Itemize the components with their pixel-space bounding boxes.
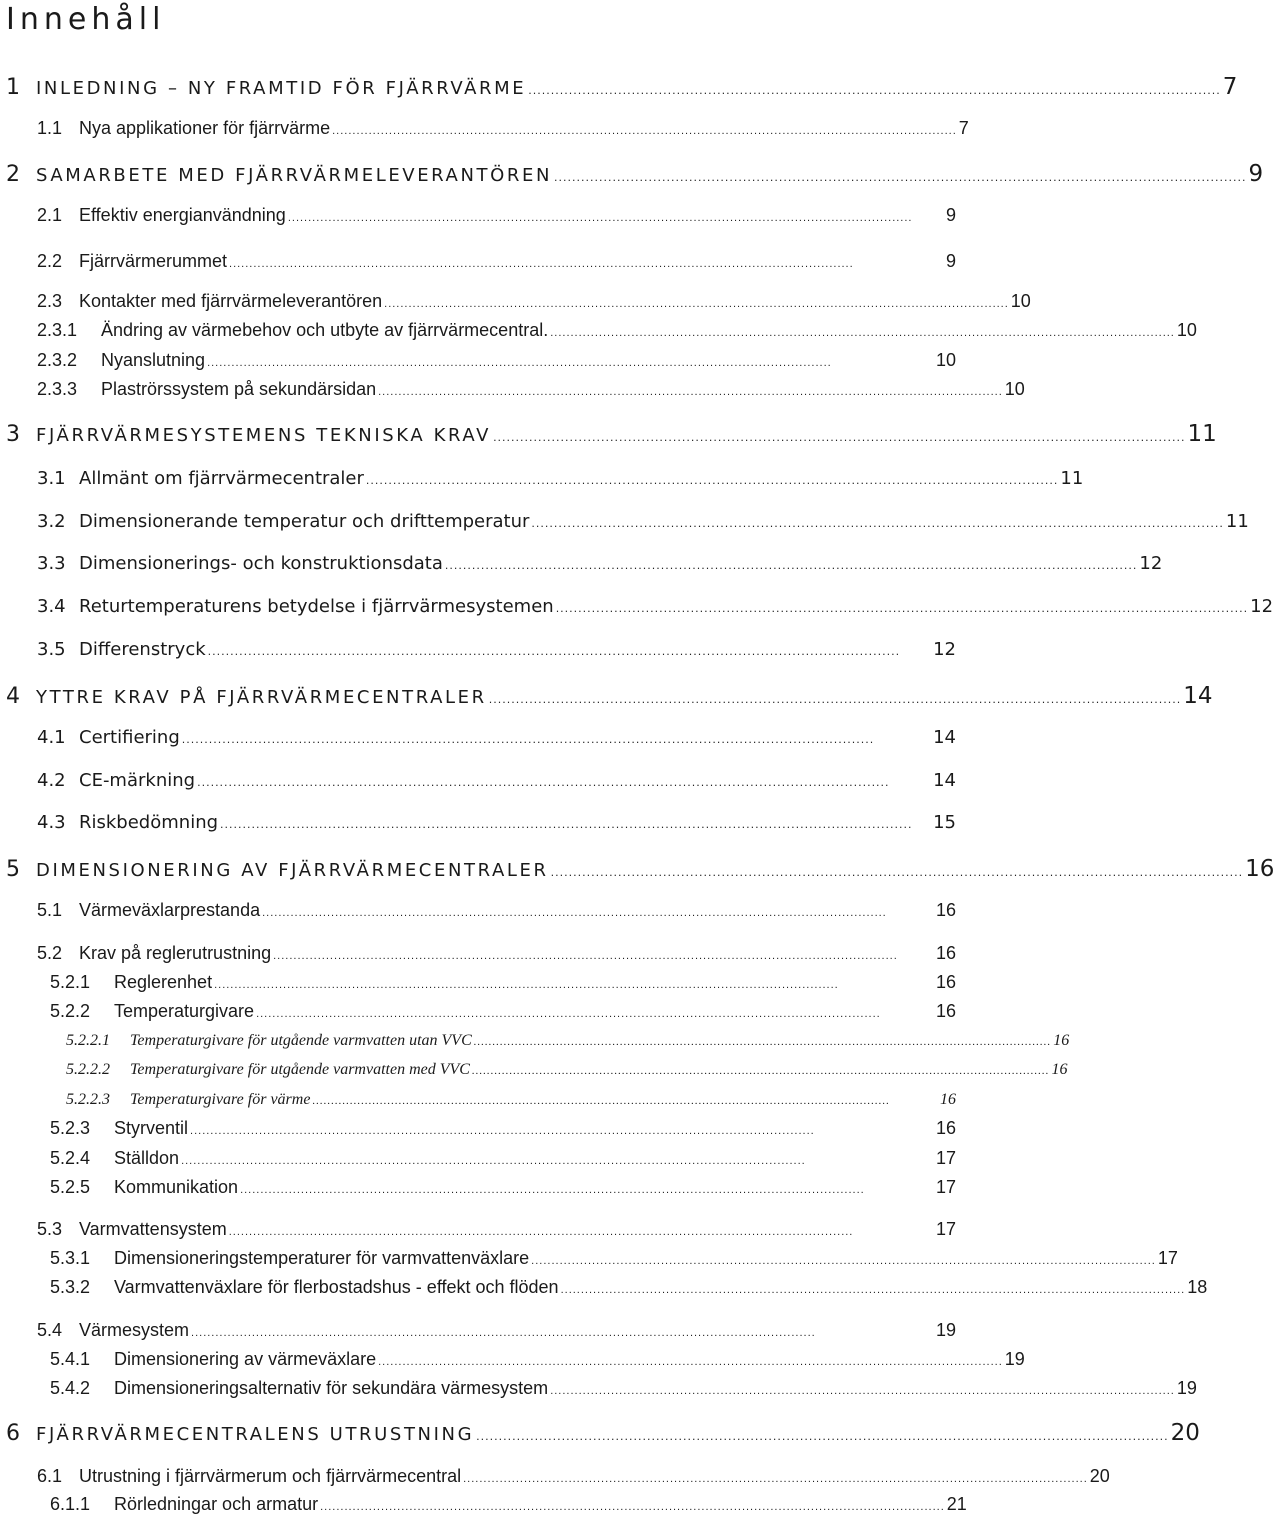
dot-leader: .......................................................................................................................................................... bbox=[554, 171, 1247, 184]
dot-leader: .......................................................................................................................................................... bbox=[531, 517, 1224, 530]
toc-entry-label: CE-märkning bbox=[79, 770, 196, 791]
dot-leader: .......................................................................................................................................................... bbox=[240, 1184, 865, 1196]
dot-leader: .......................................................................................................................................................... bbox=[463, 1473, 1088, 1485]
toc-entry-section-3-3[interactable] bbox=[37, 553, 1163, 574]
toc-entry-section-3-1[interactable] bbox=[37, 468, 1084, 489]
toc-entry-number: 2 bbox=[6, 162, 20, 187]
dot-leader: .......................................................................................................................................................... bbox=[378, 386, 1003, 398]
toc-entry-label: Kontakter med fjärrvärmeleverantören bbox=[79, 291, 383, 311]
toc-entry-section-2-1[interactable] bbox=[37, 205, 956, 226]
toc-entry-number: 6.1 bbox=[37, 1466, 63, 1486]
toc-entry-number: 1 bbox=[6, 75, 20, 100]
dot-leader: .......................................................................................................................................................... bbox=[191, 1327, 816, 1339]
toc-entry-label: INLEDNING – NY FRAMTID FÖR FJÄRRVÄRME bbox=[36, 78, 527, 99]
toc-entry-label: YTTRE KRAV PÅ FJÄRRVÄRMECENTRALER bbox=[36, 687, 487, 708]
toc-entry-section-6-1[interactable] bbox=[37, 1466, 1110, 1487]
dot-leader: .......................................................................................................................................................... bbox=[444, 559, 1138, 572]
toc-entry-label: Dimensionering av värmeväxlare bbox=[114, 1349, 377, 1369]
dot-leader: .......................................................................................................................................................... bbox=[384, 298, 1009, 310]
toc-entry-page: 16 bbox=[1245, 856, 1274, 882]
toc-entry-subsection-6-1-1[interactable] bbox=[50, 1494, 967, 1515]
toc-entry-label: Värmesystem bbox=[79, 1320, 190, 1340]
toc-entry-number: 2.3 bbox=[37, 291, 63, 311]
toc-entry-number: 2.3.1 bbox=[37, 320, 78, 340]
dot-leader: .......................................................................................................................................................... bbox=[555, 602, 1249, 615]
dot-leader: .......................................................................................................................................................... bbox=[528, 84, 1221, 97]
toc-entry-number: 2.3.3 bbox=[37, 379, 78, 399]
toc-entry-subsection-5-2-5[interactable] bbox=[50, 1177, 956, 1198]
toc-entry-label: Nyanslutning bbox=[101, 350, 206, 370]
toc-entry-number: 3.4 bbox=[37, 596, 66, 617]
toc-entry-section-3-2[interactable] bbox=[37, 511, 1249, 532]
toc-entry-page: 18 bbox=[1187, 1277, 1208, 1297]
toc-entry-number: 3.2 bbox=[37, 511, 66, 532]
toc-entry-label: Rörledningar och armatur bbox=[114, 1494, 319, 1514]
toc-entry-subsubsection-5-2-2-3[interactable] bbox=[66, 1091, 956, 1109]
toc-entry-label: Riskbedömning bbox=[79, 812, 219, 833]
toc-entry-page: 20 bbox=[1089, 1466, 1110, 1486]
toc-entry-chapter-1[interactable] bbox=[6, 74, 1238, 100]
toc-entry-chapter-2[interactable] bbox=[6, 161, 1264, 187]
toc-entry-number: 5.2 bbox=[37, 943, 63, 963]
toc-entry-label: Ställdon bbox=[114, 1148, 180, 1168]
toc-entry-chapter-6[interactable] bbox=[6, 1420, 1200, 1446]
toc-entry-number: 3 bbox=[6, 422, 20, 447]
toc-entry-label: Värmeväxlarprestanda bbox=[79, 900, 261, 920]
toc-entry-number: 5.3.1 bbox=[50, 1248, 91, 1268]
toc-entry-page: 16 bbox=[935, 1001, 956, 1021]
toc-entry-page: 14 bbox=[1183, 683, 1213, 709]
toc-entry-label: FJÄRRVÄRMESYSTEMENS TEKNISKA KRAV bbox=[36, 425, 492, 446]
toc-entry-page: 9 bbox=[945, 205, 956, 225]
toc-entry-section-5-3[interactable] bbox=[37, 1219, 956, 1240]
toc-entry-number: 5.2.2 bbox=[50, 1001, 91, 1021]
toc-entry-section-2-2[interactable] bbox=[37, 251, 956, 272]
toc-entry-number: 5.4 bbox=[37, 1320, 63, 1340]
toc-entry-number: 5.2.3 bbox=[50, 1118, 91, 1138]
toc-entry-subsection-5-3-2[interactable] bbox=[50, 1277, 1208, 1298]
toc-entry-page: 7 bbox=[1222, 74, 1238, 100]
dot-leader: .......................................................................................................................................................... bbox=[207, 645, 901, 658]
toc-entry-chapter-3[interactable] bbox=[6, 421, 1217, 447]
toc-entry-number: 5.3 bbox=[37, 1219, 63, 1239]
toc-entry-page: 14 bbox=[933, 770, 956, 791]
toc-entry-label: Utrustning i fjärrvärmerum och fjärrvärmecentral bbox=[79, 1466, 462, 1486]
toc-entry-label: Dimensionerings- och konstruktionsdata bbox=[79, 553, 443, 574]
toc-entry-subsection-5-4-2[interactable] bbox=[50, 1378, 1197, 1399]
toc-entry-section-2-3[interactable] bbox=[37, 291, 1031, 312]
toc-entry-label: FJÄRRVÄRMECENTRALENS UTRUSTNING bbox=[36, 1424, 475, 1445]
toc-entry-page: 16 bbox=[935, 1118, 956, 1138]
toc-entry-subsection-5-2-4[interactable] bbox=[50, 1148, 956, 1169]
toc-entry-number: 4.1 bbox=[37, 727, 66, 748]
toc-entry-number: 2.1 bbox=[37, 205, 63, 225]
toc-entry-subsection-2-3-3[interactable] bbox=[37, 379, 1025, 400]
toc-entry-subsubsection-5-2-2-2[interactable] bbox=[66, 1061, 1068, 1079]
toc-entry-subsection-5-4-1[interactable] bbox=[50, 1349, 1025, 1370]
toc-entry-number: 5.2.2.2 bbox=[66, 1061, 110, 1078]
toc-entry-subsection-5-2-2[interactable] bbox=[50, 1001, 956, 1022]
toc-entry-label: Temperaturgivare bbox=[114, 1001, 255, 1021]
toc-entry-page: 19 bbox=[1176, 1378, 1197, 1398]
toc-entry-number: 6.1.1 bbox=[50, 1494, 91, 1514]
dot-leader: .......................................................................................................................................................... bbox=[471, 1065, 1050, 1077]
dot-leader: .......................................................................................................................................................... bbox=[256, 1008, 881, 1020]
dot-leader: .......................................................................................................................................................... bbox=[476, 1430, 1169, 1443]
toc-entry-label: Allmänt om fjärrvärmecentraler bbox=[79, 468, 364, 489]
toc-entry-number: 2.2 bbox=[37, 251, 63, 271]
toc-entry-number: 5.2.4 bbox=[50, 1148, 91, 1168]
toc-entry-label: Krav på reglerutrustning bbox=[79, 943, 272, 963]
toc-entry-page: 19 bbox=[1004, 1349, 1025, 1369]
toc-entry-number: 6 bbox=[6, 1421, 20, 1446]
toc-entry-page: 10 bbox=[1176, 320, 1197, 340]
toc-entry-label: DIMENSIONERING AV FJÄRRVÄRMECENTRALER bbox=[36, 860, 549, 881]
toc-entry-section-5-4[interactable] bbox=[37, 1320, 956, 1341]
toc-entry-page: 12 bbox=[1250, 596, 1274, 617]
toc-entry-section-5-2[interactable] bbox=[37, 943, 956, 964]
toc-entry-section-3-5[interactable] bbox=[37, 639, 956, 660]
dot-leader: .......................................................................................................................................................... bbox=[220, 818, 913, 831]
toc-entry-page: 20 bbox=[1170, 1420, 1200, 1446]
toc-entry-label: Temperaturgivare för värme bbox=[130, 1091, 311, 1108]
toc-entry-label: Ändring av värmebehov och utbyte av fjärrvärmecentral. bbox=[101, 320, 549, 340]
toc-entry-number: 3.1 bbox=[37, 468, 66, 489]
dot-leader: .......................................................................................................................................................... bbox=[207, 357, 832, 369]
toc-entry-number: 5.2.2.1 bbox=[66, 1032, 110, 1049]
toc-entry-page: 17 bbox=[1157, 1248, 1178, 1268]
toc-entry-page: 11 bbox=[1060, 468, 1084, 489]
toc-entry-page: 11 bbox=[1187, 421, 1217, 447]
toc-entry-label: Temperaturgivare för utgående varmvatten utan VVC bbox=[130, 1032, 472, 1049]
toc-entry-number: 5.2.1 bbox=[50, 972, 91, 992]
toc-entry-section-1-1[interactable] bbox=[37, 118, 969, 139]
toc-entry-number: 5.4.2 bbox=[50, 1378, 91, 1398]
toc-entry-subsection-2-3-2[interactable] bbox=[37, 350, 956, 371]
toc-entry-label: Varmvattenväxlare för flerbostadshus - effekt och flöden bbox=[114, 1277, 559, 1297]
dot-leader: .......................................................................................................................................................... bbox=[550, 327, 1175, 339]
dot-leader: .......................................................................................................................................................... bbox=[493, 431, 1186, 444]
toc-entry-page: 21 bbox=[946, 1494, 967, 1514]
toc-entry-page: 14 bbox=[933, 727, 956, 748]
dot-leader: .......................................................................................................................................................... bbox=[197, 776, 890, 789]
dot-leader: .......................................................................................................................................................... bbox=[473, 1036, 1052, 1048]
toc-entry-section-4-2[interactable] bbox=[37, 770, 956, 791]
toc-entry-page: 17 bbox=[935, 1219, 956, 1239]
toc-entry-page: 10 bbox=[935, 350, 956, 370]
dot-leader: .......................................................................................................................................................... bbox=[287, 212, 913, 224]
dot-leader: .......................................................................................................................................................... bbox=[365, 474, 1059, 487]
toc-entry-page: 7 bbox=[958, 118, 969, 138]
dot-leader: .......................................................................................................................................................... bbox=[181, 1155, 806, 1167]
dot-leader: .......................................................................................................................................................... bbox=[229, 258, 854, 270]
toc-entry-subsubsection-5-2-2-1[interactable] bbox=[66, 1032, 1070, 1050]
dot-leader: .......................................................................................................................................................... bbox=[312, 1095, 890, 1107]
toc-entry-number: 3.3 bbox=[37, 553, 66, 574]
toc-entry-number: 3.5 bbox=[37, 639, 66, 660]
toc-entry-number: 5 bbox=[6, 857, 20, 882]
toc-entry-number: 5.2.5 bbox=[50, 1177, 91, 1197]
toc-entry-label: Fjärrvärmerummet bbox=[79, 251, 228, 271]
toc-entry-label: Nya applikationer för fjärrvärme bbox=[79, 118, 331, 138]
toc-entry-number: 5.1 bbox=[37, 900, 63, 920]
toc-entry-label: Effektiv energianvändning bbox=[79, 205, 286, 225]
dot-leader: .......................................................................................................................................................... bbox=[320, 1501, 945, 1513]
toc-entry-chapter-4[interactable] bbox=[6, 683, 1213, 709]
toc-entry-page: 11 bbox=[1225, 511, 1249, 532]
toc-entry-page: 12 bbox=[1139, 553, 1163, 574]
toc-entry-subsection-5-2-3[interactable] bbox=[50, 1118, 956, 1139]
toc-entry-page: 12 bbox=[933, 639, 956, 660]
toc-entry-subsection-2-3-1[interactable] bbox=[37, 320, 1197, 341]
toc-entry-label: Certifiering bbox=[79, 727, 180, 748]
toc-entry-number: 5.2.2.3 bbox=[66, 1091, 110, 1108]
toc-entry-page: 17 bbox=[935, 1177, 956, 1197]
toc-entry-section-5-1[interactable] bbox=[37, 900, 956, 921]
toc-entry-page: 16 bbox=[935, 972, 956, 992]
dot-leader: .......................................................................................................................................................... bbox=[378, 1356, 1003, 1368]
dot-leader: .......................................................................................................................................................... bbox=[332, 125, 957, 137]
dot-leader: .......................................................................................................................................................... bbox=[228, 1226, 854, 1238]
toc-entry-label: Varmvattensystem bbox=[79, 1219, 227, 1239]
toc-entry-page: 10 bbox=[1004, 379, 1025, 399]
toc-entry-page: 17 bbox=[935, 1148, 956, 1168]
toc-entry-label: Kommunikation bbox=[114, 1177, 239, 1197]
dot-leader: .......................................................................................................................................................... bbox=[181, 733, 875, 746]
dot-leader: .......................................................................................................................................................... bbox=[550, 1385, 1175, 1397]
toc-title: Innehåll bbox=[6, 2, 166, 37]
toc-entry-chapter-5[interactable] bbox=[6, 856, 1274, 882]
toc-entry-label: Reglerenhet bbox=[114, 972, 213, 992]
toc-entry-label: SAMARBETE MED FJÄRRVÄRMELEVERANTÖREN bbox=[36, 165, 553, 186]
toc-entry-section-4-1[interactable] bbox=[37, 727, 956, 748]
toc-entry-number: 2.3.2 bbox=[37, 350, 78, 370]
toc-entry-label: Plaströrssystem på sekundärsidan bbox=[101, 379, 377, 399]
toc-entry-page: 15 bbox=[933, 812, 956, 833]
toc-entry-page: 9 bbox=[945, 251, 956, 271]
toc-entry-section-4-3[interactable] bbox=[37, 812, 956, 833]
toc-entry-page: 19 bbox=[935, 1320, 956, 1340]
toc-entry-subsection-5-2-1[interactable] bbox=[50, 972, 956, 993]
toc-entry-number: 4 bbox=[6, 684, 20, 709]
dot-leader: .......................................................................................................................................................... bbox=[531, 1255, 1156, 1267]
toc-entry-page: 16 bbox=[935, 943, 956, 963]
dot-leader: .......................................................................................................................................................... bbox=[262, 907, 887, 919]
dot-leader: .......................................................................................................................................................... bbox=[190, 1125, 815, 1137]
toc-entry-section-3-4[interactable] bbox=[37, 596, 1274, 617]
toc-entry-page: 16 bbox=[940, 1091, 956, 1108]
toc-entry-page: 16 bbox=[1051, 1061, 1068, 1078]
dot-leader: .......................................................................................................................................................... bbox=[488, 693, 1182, 706]
toc-entry-number: 4.2 bbox=[37, 770, 66, 791]
toc-entry-label: Dimensionerande temperatur och drifttemperatur bbox=[79, 511, 530, 532]
toc-entry-page: 9 bbox=[1248, 161, 1264, 187]
dot-leader: .......................................................................................................................................................... bbox=[550, 866, 1244, 879]
toc-entry-number: 4.3 bbox=[37, 812, 66, 833]
toc-entry-number: 5.3.2 bbox=[50, 1277, 91, 1297]
toc-entry-page: 16 bbox=[935, 900, 956, 920]
toc-entry-page: 16 bbox=[1053, 1032, 1070, 1049]
toc-entry-label: Temperaturgivare för utgående varmvatten med VVC bbox=[130, 1061, 470, 1078]
toc-entry-label: Returtemperaturens betydelse i fjärrvärmesystemen bbox=[79, 596, 554, 617]
dot-leader: .......................................................................................................................................................... bbox=[560, 1284, 1186, 1296]
toc-entry-label: Dimensioneringstemperaturer för varmvattenväxlare bbox=[114, 1248, 530, 1268]
toc-entry-label: Styrventil bbox=[114, 1118, 189, 1138]
dot-leader: .......................................................................................................................................................... bbox=[214, 979, 839, 991]
toc-entry-number: 1.1 bbox=[37, 118, 63, 138]
toc-entry-label: Differenstryck bbox=[79, 639, 206, 660]
toc-entry-subsection-5-3-1[interactable] bbox=[50, 1248, 1178, 1269]
toc-entry-number: 5.4.1 bbox=[50, 1349, 91, 1369]
toc-entry-page: 10 bbox=[1010, 291, 1031, 311]
toc-entry-label: Dimensioneringsalternativ för sekundära värmesystem bbox=[114, 1378, 549, 1398]
dot-leader: .......................................................................................................................................................... bbox=[273, 950, 898, 962]
